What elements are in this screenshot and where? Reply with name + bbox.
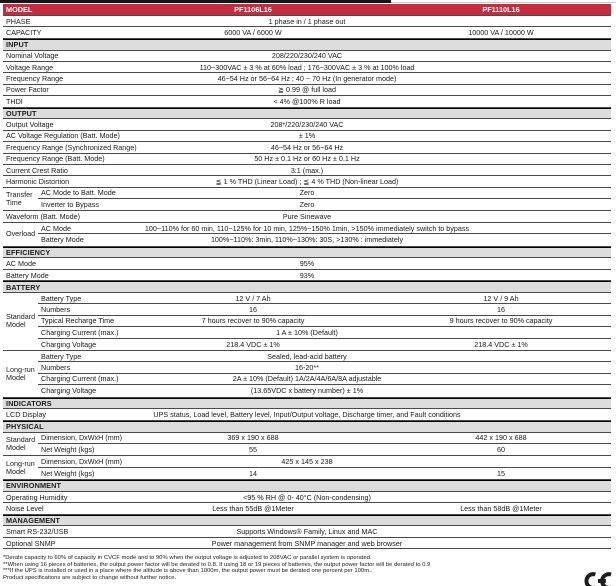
subrow-label: Net Weight (kgs) [41, 468, 95, 478]
row-label: AC Voltage Regulation (Batt. Mode) [6, 131, 120, 141]
section-header-row [3, 515, 611, 527]
row-value-span: 93% [299, 270, 315, 280]
section-header-row [3, 398, 611, 410]
subrow-label: Charging Voltage [41, 339, 97, 349]
subrow-value-span: (13.65VDC x battery number) ± 1% [250, 386, 364, 396]
section-header-row [3, 281, 611, 293]
subrow-label: Battery Type [41, 351, 82, 361]
section-header-row [3, 247, 611, 259]
spec-subrow [38, 327, 611, 338]
subrow-value-col1: 218.4 VDC ± 1% [226, 339, 280, 349]
spec-table [3, 4, 611, 549]
group-subrows [38, 293, 611, 350]
row-value-col2: 10000 VA / 10000 W [468, 28, 534, 38]
group-subrows [38, 351, 611, 397]
spec-subrow [38, 339, 611, 350]
section-header-label: MANAGEMENT [6, 516, 61, 526]
row-label: Smart RS-232/USB [6, 527, 69, 537]
row-value-span: Power management from SNMP manager and web browser [211, 538, 403, 548]
spec-subrow [38, 223, 611, 234]
spec-row [3, 492, 611, 503]
row-value-span: ≧ 0.99 @ full load [277, 85, 337, 95]
spec-subrow [38, 456, 611, 467]
spec-row [3, 538, 611, 549]
section-header-label: OUTPUT [6, 108, 37, 118]
row-label: PHASE [6, 16, 31, 26]
subrow-value-col2: 442 x 190 x 688 [475, 433, 527, 443]
subrow-label: Typical Recharge Time [41, 316, 115, 326]
spec-subrow [38, 468, 611, 479]
subrow-label: Battery Type [41, 293, 82, 303]
section-header-label: EFFICIENCY [6, 248, 51, 258]
row-value-span: < 4% @100% R load [273, 96, 341, 106]
section-header-row [3, 480, 611, 492]
row-label: Operating Humidity [6, 492, 68, 502]
row-label: AC Mode [6, 259, 36, 269]
subrow-label: Net Weight (kgs) [41, 445, 95, 455]
spec-group-row [3, 351, 611, 398]
model-value-col2: PF1110L16 [482, 5, 520, 14]
footnotes [3, 555, 430, 581]
subrow-value-col2: 9 hours recover to 90% capacity [449, 316, 553, 326]
spec-group-row [3, 293, 611, 351]
spec-row [3, 16, 611, 27]
row-label: Optional SNMP [6, 538, 56, 548]
group-label: Long-run Model [6, 458, 35, 476]
subrow-value-col2: 60 [497, 445, 505, 455]
ce-mark-icon [583, 570, 613, 586]
spec-row [3, 409, 611, 420]
spec-row [3, 51, 611, 62]
footnote-line: **When using 16 pieces of batteries, the output power factor will be derated to 0.8. If using 18 or 19 pieces of batteries, the output power factor will be derated to 0.9 [3, 561, 431, 568]
row-value-span: 3:1 (max.) [290, 165, 324, 175]
subrow-value-span: 1 A ± 10% (Default) [276, 327, 338, 337]
row-value-span: ≦ 1 % THD (Linear Load) ; ≦ 4 % THD (Non-linear Load) [215, 176, 399, 186]
row-value-span: <95 % RH @ 0- 40°C (Non-condensing) [243, 492, 371, 502]
row-value-span: Pure Sinewave [282, 212, 332, 222]
section-header-label: BATTERY [6, 282, 41, 292]
section-header-label: ENVIRONMENT [6, 481, 62, 491]
subrow-label: Dimension, DxWxH (mm) [41, 456, 123, 466]
subrow-value-span: Sealed, lead-acid battery [267, 351, 347, 361]
spec-row [3, 165, 611, 176]
group-label: Standard Model [6, 434, 36, 452]
subrow-label: Charging Current (max.) [41, 374, 119, 384]
row-value-span: 208*/220/230/240 VAC [270, 120, 344, 130]
row-value-col1: Less than 55dB @1Meter [212, 503, 294, 513]
subrow-label: Dimension, DxWxH (mm) [41, 433, 123, 443]
row-label: Frequency Range (Batt. Mode) [6, 154, 105, 164]
spec-subrow [38, 199, 611, 210]
footnote-line: Product specifications are subject to change without further notice. [3, 574, 177, 581]
row-value-span: 46~54 Hz or 56~64 Hz [270, 142, 344, 152]
top-black-bar [0, 0, 391, 3]
subrow-value-col1: 55 [249, 445, 257, 455]
row-label: THDI [6, 96, 23, 106]
row-label: Output Voltage [6, 120, 54, 130]
row-label: Waveform (Batt. Mode) [6, 212, 81, 222]
row-value-col2: Less than 58dB @1Meter [460, 503, 542, 513]
model-header-row [3, 4, 611, 16]
model-header-label: MODEL [6, 5, 33, 14]
spec-row [3, 142, 611, 153]
row-label: Current Crest Ratio [6, 165, 68, 175]
subrow-label: Charging Current (max.) [41, 327, 119, 337]
spec-subrow [38, 444, 611, 455]
spec-subrow [38, 304, 611, 315]
row-value-span: ± 1% [298, 131, 316, 141]
row-label: LCD Display [6, 410, 46, 419]
footnote-line: ***If the UPS is installed or used in a place where the altitude is above than 1000m, the output power must be derated one percent per 100m.. [3, 568, 373, 574]
spec-row [3, 96, 611, 107]
subrow-value-col2: 218.4 VDC ± 1% [474, 339, 528, 349]
spec-row [3, 27, 611, 38]
subrow-label: AC Mode to Batt. Mode [41, 188, 116, 198]
group-label: Standard Model [6, 312, 36, 330]
group-subrows [38, 433, 611, 456]
spec-group-row [3, 433, 611, 457]
group-subrows [38, 223, 611, 246]
row-label: Power Factor [6, 85, 49, 95]
spec-row [3, 73, 611, 84]
spec-row [3, 62, 611, 73]
subrow-value-span: Zero [299, 188, 315, 198]
spec-subrow [38, 362, 611, 373]
group-subrows [38, 188, 611, 211]
row-value-span: 208/220/230/240 VAC [271, 51, 343, 61]
section-header-label: INDICATORS [6, 398, 52, 408]
row-label: Voltage Range [6, 62, 54, 72]
row-label: CAPACITY [6, 28, 42, 38]
spec-row [3, 211, 611, 222]
row-label: Harmonic Distortion [6, 176, 70, 186]
spec-subrow [38, 234, 611, 245]
subrow-label: Inverter to Bypass [41, 200, 99, 210]
row-label: Nominal Voltage [6, 51, 59, 61]
subrow-value-span: 16-20** [295, 363, 319, 373]
subrow-label: Numbers [41, 305, 71, 315]
subrow-label: Battery Mode [41, 235, 84, 245]
row-value-span: Supports Windows® Family, Linux and MAC [236, 527, 378, 537]
row-value-span: 1 phase in / 1 phase out [268, 16, 346, 26]
spec-group-row [3, 223, 611, 247]
spec-row [3, 119, 611, 130]
spec-subrow [38, 316, 611, 327]
spec-subrow [38, 433, 611, 444]
section-header-row [3, 421, 611, 433]
subrow-value-col1: 7 hours recover to 90% capacity [201, 316, 305, 326]
spec-row [3, 270, 611, 281]
subrow-value-span: 100%~110%: 3min, 110%~130%: 30S, >130% : immediately [210, 235, 404, 245]
subrow-value-span: 100~110% for 60 min, 110~125% for 10 min, 125%~150% 1min, >150% immediately switch to bypass [144, 223, 470, 233]
section-header-label: PHYSICAL [6, 422, 44, 432]
row-value-span: 110~300VAC ± 3 % at 60% load ; 176~300VAC ± 3 % at 100% load [199, 62, 415, 72]
group-label: Long-run Model [6, 364, 35, 382]
row-label: Frequency Range (Synchronized Range) [6, 142, 137, 152]
spec-subrow [38, 374, 611, 385]
group-label: Overload [6, 229, 36, 239]
spec-row [3, 176, 611, 187]
subrow-value-span: Zero [299, 200, 315, 210]
section-header-row [3, 108, 611, 120]
spec-subrow [38, 188, 611, 199]
row-value-col1: 6000 VA / 6000 W [224, 28, 282, 38]
footnote-line: *Derate capacity to 60% of capacity in CVCF mode and to 90% when the output voltage is adjusted to 208VAC or parallel system is operated. [3, 555, 372, 561]
spec-row [3, 503, 611, 514]
subrow-label: Charging Voltage [41, 386, 97, 396]
subrow-value-col1: 16 [249, 305, 257, 315]
row-value-span: 95% [299, 259, 315, 269]
row-value-span: 46~54 Hz or 56~64 Hz ; 40 ~ 70 Hz (In generator mode) [217, 74, 397, 84]
row-value-span: UPS status, Load level, Battery level, Input/Output voltage, Discharge timer, and Fault conditions [153, 410, 461, 419]
section-header-label: INPUT [6, 40, 29, 50]
row-value-span: 50 Hz ± 0.1 Hz or 60 Hz ± 0.1 Hz [254, 154, 360, 164]
subrow-value-col2: 16 [497, 305, 505, 315]
subrow-value-col1: 14 [249, 468, 257, 478]
spec-row [3, 85, 611, 96]
group-label: Transfer Time [6, 190, 33, 208]
spec-row [3, 258, 611, 269]
row-label: Battery Mode [6, 270, 49, 280]
row-label: Noise Level [6, 503, 44, 513]
spec-subrow [38, 351, 611, 362]
row-label: Frequency Range [6, 74, 64, 84]
subrow-value-span: 2A ± 10% (Default) 1A/2A/4A/6A/8A adjustable [232, 374, 382, 384]
section-header-row [3, 39, 611, 51]
spec-row [3, 526, 611, 537]
spec-group-row [3, 456, 611, 480]
subrow-value-span: 425 x 145 x 238 [281, 456, 333, 466]
spec-group-row [3, 188, 611, 212]
spec-row [3, 154, 611, 165]
subrow-value-col2: 15 [497, 468, 505, 478]
group-subrows [38, 456, 611, 479]
subrow-label: AC Mode [41, 223, 71, 233]
model-value-col1: PF1106L16 [234, 5, 272, 14]
subrow-value-col1: 369 x 190 x 688 [227, 433, 279, 443]
spec-subrow [38, 385, 611, 396]
spec-subrow [38, 293, 611, 304]
spec-row [3, 131, 611, 142]
subrow-label: Numbers [41, 363, 71, 373]
subrow-value-col1: 12 V / 7 Ah [235, 293, 271, 303]
subrow-value-col2: 12 V / 9 Ah [483, 293, 519, 303]
